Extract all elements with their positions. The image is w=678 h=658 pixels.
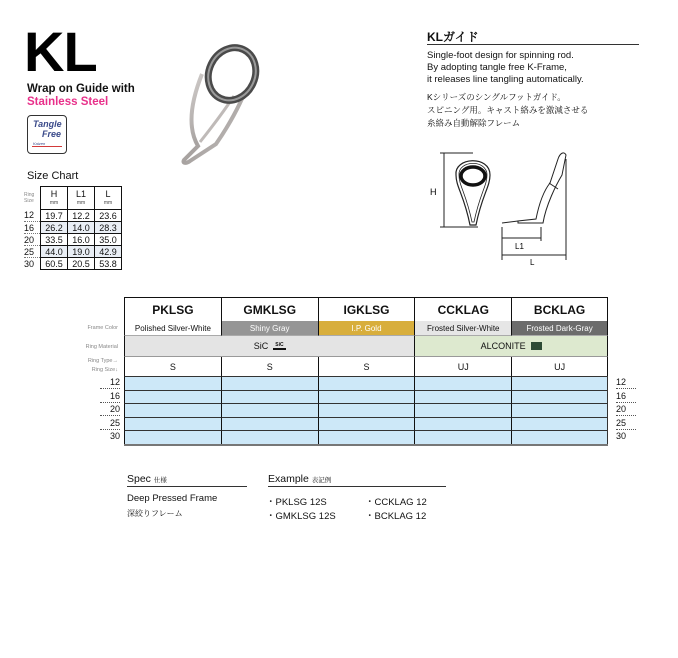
col-l1: L1 mm (68, 187, 95, 210)
size-label: 25 (100, 417, 120, 430)
ring-type-cell: S (318, 357, 415, 376)
frame-color-row (124, 321, 608, 336)
col-l: L mm (95, 187, 122, 210)
badge-line2: Free (42, 129, 62, 139)
label-ring-material: Ring Material (85, 344, 118, 350)
label-l: L (530, 258, 535, 265)
table-row: 25 44.0 19.0 42.9 (24, 246, 122, 258)
availability-cell (511, 417, 608, 431)
frame-color-cell: Frosted Dark-Gray (511, 321, 608, 336)
size-label: 16 (616, 390, 636, 403)
dimension-diagram (418, 145, 568, 265)
badge-line1: Tangle (33, 119, 62, 129)
divider (427, 44, 639, 45)
guide-photo (172, 34, 272, 169)
ring-material-row (124, 336, 608, 357)
divider (268, 486, 446, 487)
size-label: 30 (109, 431, 120, 441)
example-item: ・CCKLAG 12 (365, 497, 427, 508)
ring-type-cell: S (221, 357, 318, 376)
size-label: 16 (100, 390, 120, 403)
size-label: 20 (100, 403, 120, 416)
size-row (124, 430, 608, 444)
product-code: KL (24, 20, 97, 83)
size-row (124, 376, 608, 390)
size-row (124, 390, 608, 404)
availability-cell (511, 390, 608, 404)
label-h: H (430, 187, 437, 197)
col-h: H mm (41, 187, 68, 210)
material-alconite: ALCONITE (414, 336, 608, 357)
availability-cell (221, 390, 318, 404)
spec-title: Spec 仕様 (127, 473, 167, 485)
availability-cell (414, 403, 511, 417)
label-frame-color: Frame Color (87, 325, 118, 331)
table-row: 12 19.7 12.2 23.6 (24, 210, 122, 222)
table-row: 30 60.5 20.5 53.8 (24, 258, 122, 270)
model-igklsg: IGKLSG (318, 298, 415, 322)
example-item: ・BCKLAG 12 (365, 511, 427, 522)
availability-cell (414, 390, 511, 404)
availability-cell (318, 390, 415, 404)
frame-color-cell: Frosted Silver-White (414, 321, 511, 336)
label-ring-type: Ring Type→ (87, 358, 118, 364)
availability-cell (511, 430, 608, 444)
model-ccklag: CCKLAG (414, 298, 511, 322)
frame-color-cell: Polished Silver-White (124, 321, 221, 336)
size-label: 25 (616, 417, 636, 430)
availability-cell (318, 403, 415, 417)
ring-type-cell: UJ (414, 357, 511, 376)
sic-icon: SiC (275, 342, 284, 348)
model-header-row (124, 297, 608, 322)
ring-type-cell: S (124, 357, 221, 376)
badge-underline (32, 146, 62, 147)
table-bottom-border (124, 444, 608, 446)
availability-cell (318, 376, 415, 390)
size-row (124, 403, 608, 417)
example-item: ・GMKLSG 12S (266, 511, 336, 522)
product-subtitle: Wrap on Guide with (27, 83, 135, 95)
availability-cell (221, 430, 318, 444)
spec-frame-jp: 深絞りフレーム (127, 509, 183, 518)
availability-cell (511, 376, 608, 390)
ring-size-header: Ring Size (24, 192, 35, 204)
tangle-free-badge (27, 115, 67, 154)
availability-cell (318, 430, 415, 444)
table-row: 20 33.5 16.0 35.0 (24, 234, 122, 246)
size-chart-title: Size Chart (27, 170, 79, 182)
availability-cell (221, 417, 318, 431)
availability-cell (124, 403, 221, 417)
availability-cell (221, 376, 318, 390)
model-gmklsg: GMKLSG (221, 298, 318, 322)
size-row (124, 417, 608, 431)
availability-cell (414, 430, 511, 444)
availability-cell (414, 376, 511, 390)
material-sic: SiC SiC (124, 336, 414, 357)
availability-cell (124, 390, 221, 404)
ring-type-cell: UJ (511, 357, 608, 376)
model-pklsg: PKLSG (124, 298, 221, 322)
label-l1: L1 (515, 242, 524, 251)
example-item: ・PKLSG 12S (266, 497, 327, 508)
alconite-icon (531, 342, 542, 350)
info-description-jp: Kシリーズのシングルフットガイド。 スピニング用。キャスト絡みを激減させる 糸絡み自動解除フレーム (427, 92, 589, 128)
label-ring-size: Ring Size↓ (91, 367, 118, 373)
availability-cell (124, 417, 221, 431)
example-title: Example 表記例 (268, 473, 332, 485)
info-title: KLガイド (427, 30, 479, 44)
size-label: 12 (616, 376, 636, 389)
size-chart-table (24, 186, 122, 270)
availability-cell (414, 417, 511, 431)
size-label: 12 (100, 376, 120, 389)
badge-logo: Kaizen (33, 141, 46, 146)
ring-type-row (124, 357, 608, 376)
product-material: Stainless Steel (27, 96, 109, 108)
size-label: 30 (616, 431, 627, 441)
info-description-en: Single-foot design for spinning rod. By adopting tangle free K-Frame, it releases line tangling automatically. (427, 50, 584, 85)
availability-cell (318, 417, 415, 431)
availability-cell (511, 403, 608, 417)
availability-cell (221, 403, 318, 417)
table-row: 16 26.2 14.0 28.3 (24, 222, 122, 234)
size-label: 20 (616, 403, 636, 416)
availability-cell (124, 376, 221, 390)
frame-color-cell: I.P. Gold (318, 321, 415, 336)
model-bcklag: BCKLAG (511, 298, 608, 322)
availability-cell (124, 430, 221, 444)
spec-frame-en: Deep Pressed Frame (127, 493, 218, 504)
frame-color-cell: Shiny Gray (221, 321, 318, 336)
divider (127, 486, 247, 487)
